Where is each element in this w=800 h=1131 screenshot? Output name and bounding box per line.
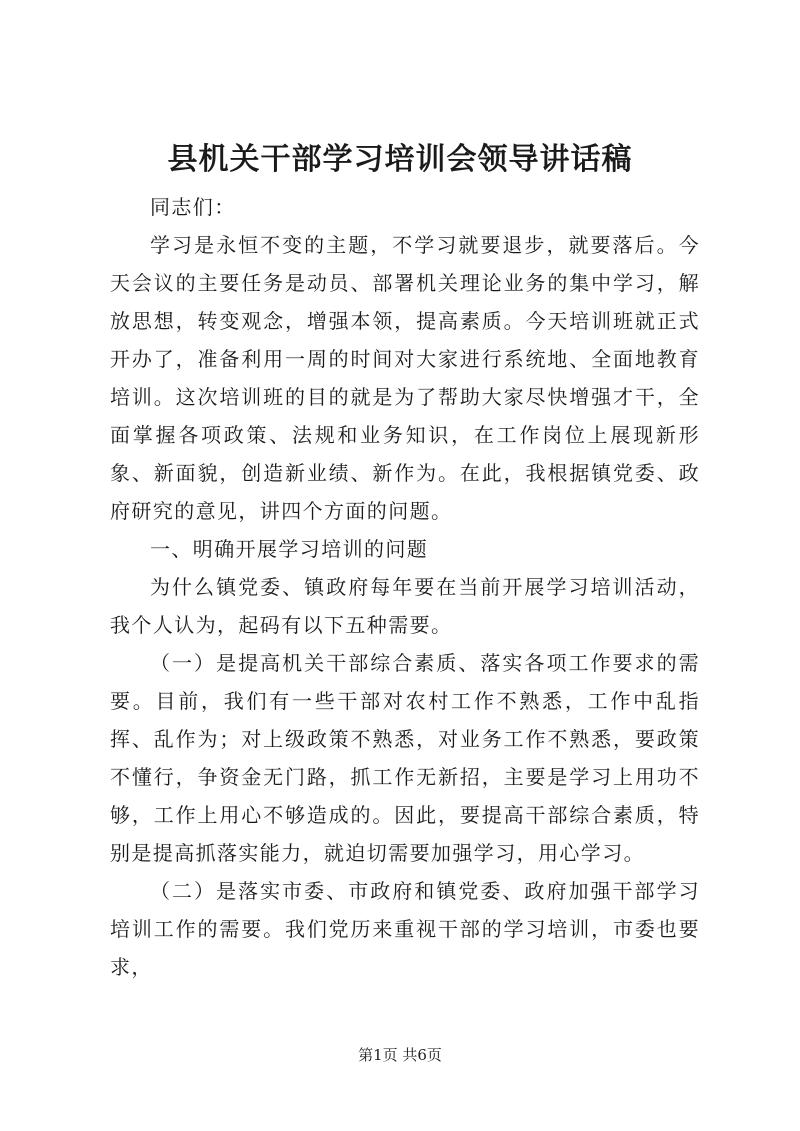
section-heading: 一、明确开展学习培训的问题 — [150, 537, 429, 561]
paragraph: （二）是落实市委、市政府和镇党委、政府加强干部学习培训工作的需要。我们党历来重视干部的学习培训，市委也要求， — [110, 879, 700, 979]
paragraph: 为什么镇党委、镇政府每年要在当前开展学习培训活动，我个人认为，起码有以下五种需要。 — [110, 575, 700, 637]
salutation: 同志们： — [150, 195, 236, 219]
paragraph-intro: 学习是永恒不变的主题，不学习就要退步，就要落后。今天会议的主要任务是动员、部署机关理论业务的集中学习，解放思想，转变观念，增强本领，提高素质。今天培训班就正式开办了，准备利用一周的时间对大家进行系统地、全面地教育培训。这次培训班的目的就是为了帮助大家尽快增强才干，全面掌握各项政策、法规和业务知识，在工作岗位上展现新形象、新面貌，创造新业绩、新作为。在此，我根据镇党委、政府研究的意见，讲四个方面的问题。 — [110, 233, 700, 523]
document-title: 县机关干部学习培训会领导讲话稿 — [167, 142, 633, 177]
paragraph: （一）是提高机关干部综合素质、落实各项工作要求的需要。目前，我们有一些干部对农村工作不熟悉，工作中乱指挥、乱作为；对上级政策不熟悉，对业务工作不熟悉，要政策不懂行，争资金无门路，抓工作无新招，主要是学习上用功不够，工作上用心不够造成的。因此，要提高干部综合素质，特别是提高抓落实能力，就迫切需要加强学习，用心学习。 — [110, 651, 700, 865]
page-footer: 第1页 共6页 — [358, 1046, 442, 1064]
document-body — [110, 188, 700, 986]
